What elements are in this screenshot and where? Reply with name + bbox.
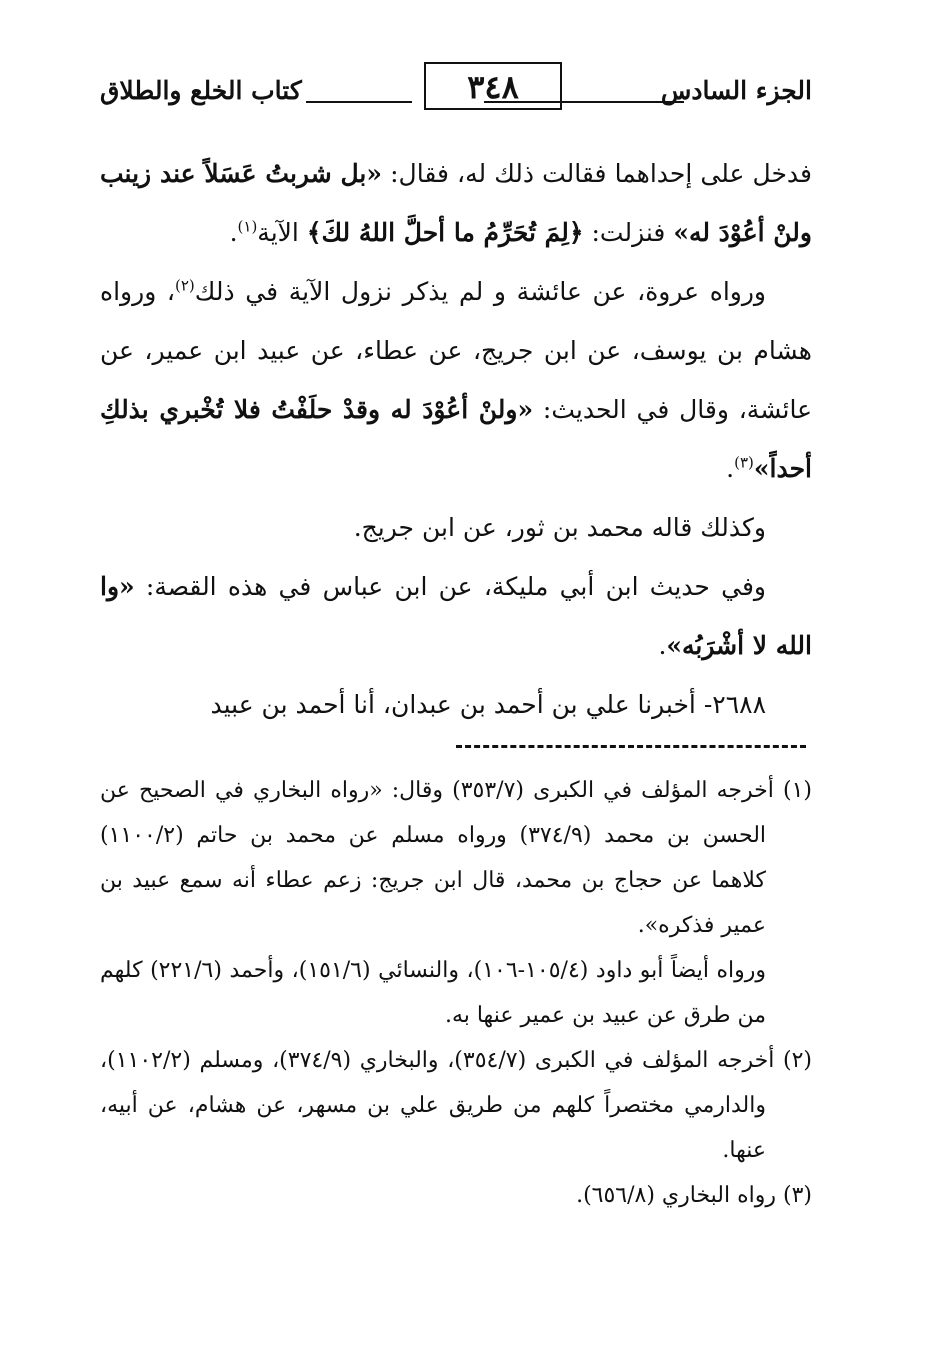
header-part-title: الجزء السادس (660, 76, 812, 105)
footnote-separator (456, 745, 806, 748)
footnote-1-continued: ورواه أيضاً أبو داود (١٠٥/٤-١٠٦)، والنسائي (١٥١/٦)، وأحمد (٢٢١/٦) كلهم من طرق عن عبيد بن عمير عنها به. (100, 958, 766, 1028)
text: . (726, 454, 735, 483)
text: . (229, 218, 238, 247)
paragraph-1 (100, 144, 812, 262)
quote: «ولنْ أعُوْدَ له وقدْ حلَفْتُ فلا تُخْبري بذلكِ أحداً» (100, 395, 812, 483)
text: . (658, 631, 667, 660)
footnote-ref: (١) (237, 217, 258, 236)
main-text (100, 144, 812, 734)
page-number: ٣٤٨ (424, 62, 562, 110)
quote: «بل شربتُ عَسَلاً عند زينب ولنْ أعُوْدَ له» (100, 159, 812, 247)
footnote-3: (٣) رواه البخاري (٦٥٦/٨). (576, 1183, 812, 1208)
quote: «وا الله لا أشْرَبُه» (100, 572, 812, 660)
footnote-ref: (٣) (734, 453, 754, 472)
header-rule-left (306, 101, 412, 103)
text: وفي حديث ابن أبي مليكة، عن ابن عباس في هذه القصة: (134, 572, 766, 601)
text: الآية (257, 218, 307, 247)
quran-quote: ﴿لِمَ تُحَرِّمُ ما أحلَّ اللهُ لكَ﴾ (306, 218, 584, 247)
text: فنزلت: (583, 218, 674, 247)
footnote-2: (٢) أخرجه المؤلف في الكبرى (٣٥٤/٧)، والبخاري (٣٧٤/٩)، ومسلم (١١٠٢/٢)، والدارمي مختصراً كلهم من طريق علي بن مسهر، عن هشام، عن أبيه، عنها. (100, 1048, 812, 1163)
text: ، ورواه هشام بن يوسف، عن ابن جريج، عن عطاء، عن عبيد ابن عمير، عن عائشة، وقال في الحديث: (100, 277, 812, 424)
paragraph-5-hadith-2688: ٢٦٨٨- أخبرنا علي بن أحمد بن عبدان، أنا أحمد بن عبيد (210, 690, 766, 719)
header-book-title: كتاب الخلع والطلاق (100, 76, 302, 105)
paragraph-3: وكذلك قاله محمد بن ثور، عن ابن جريج. (353, 513, 766, 542)
footnote-1: (١) أخرجه المؤلف في الكبرى (٣٥٣/٧) وقال: «رواه البخاري في الصحيح عن الحسن بن محمد (٣٧٤/٩) ورواه مسلم عن محمد بن حاتم (١١٠٠/٢) كلاهما عن حجاج بن محمد، قال ابن جريج: زعم عطاء أنه سمع عبيد بن عمير فذكره». (100, 778, 812, 938)
text: فدخل على إحداهما فقالت ذلك له، فقال: (382, 159, 813, 188)
paragraph-4 (100, 557, 812, 675)
paragraph-2 (100, 262, 812, 498)
text: ورواه عروة، عن عائشة و لم يذكر نزول الآية في ذلك (194, 277, 767, 306)
footnotes (100, 768, 812, 1218)
footnote-ref: (٢) (175, 276, 195, 295)
page-header (100, 62, 812, 118)
